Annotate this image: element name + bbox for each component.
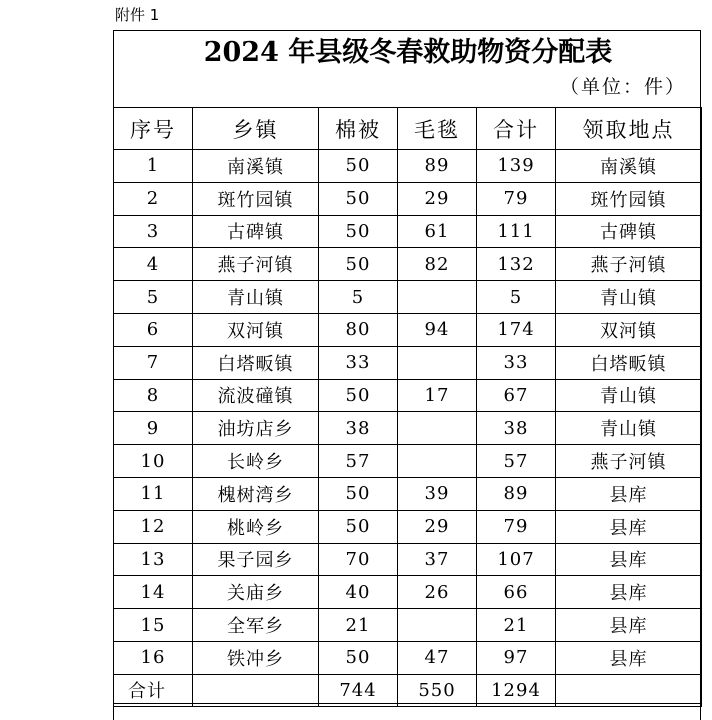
- row-quilt-count: 70: [319, 543, 398, 576]
- row-total: 132: [477, 248, 556, 281]
- row-blanket-count: 82: [398, 248, 477, 281]
- row-total: 107: [477, 543, 556, 576]
- row-serial-number: 3: [114, 215, 193, 248]
- row-serial-number: 14: [114, 576, 193, 609]
- row-town: 燕子河镇: [193, 248, 319, 281]
- attachment-label: 附件 1: [115, 6, 160, 24]
- table-row: [114, 641, 702, 674]
- row-pickup-location: 县库: [556, 477, 702, 510]
- row-quilt-count: 33: [319, 346, 398, 379]
- row-town: 铁冲乡: [193, 641, 319, 674]
- row-total: 57: [477, 445, 556, 478]
- row-town: 南溪镇: [193, 150, 319, 183]
- row-blanket-count: 26: [398, 576, 477, 609]
- row-total: 111: [477, 215, 556, 248]
- table-row: [114, 609, 702, 642]
- row-pickup-location: 青山镇: [556, 281, 702, 314]
- row-blanket-count: 47: [398, 641, 477, 674]
- row-town: 全军乡: [193, 609, 319, 642]
- row-blanket-count: 94: [398, 313, 477, 346]
- row-serial-number: 7: [114, 346, 193, 379]
- totals-blanket: 550: [398, 674, 477, 706]
- totals-quilt: 744: [319, 674, 398, 706]
- row-pickup-location: 县库: [556, 609, 702, 642]
- row-town: 双河镇: [193, 313, 319, 346]
- allocation-table: [113, 107, 702, 707]
- table-row: [114, 150, 702, 183]
- unit-note: （单位：件）: [559, 76, 686, 98]
- row-serial-number: 16: [114, 641, 193, 674]
- table-bottom-border: [113, 703, 701, 704]
- row-pickup-location: 县库: [556, 543, 702, 576]
- row-quilt-count: 38: [319, 412, 398, 445]
- table-row: [114, 248, 702, 281]
- row-town: 槐树湾乡: [193, 477, 319, 510]
- header-blanket: 毛毯: [398, 108, 477, 150]
- row-town: 油坊店乡: [193, 412, 319, 445]
- row-quilt-count: 50: [319, 379, 398, 412]
- table-row: [114, 281, 702, 314]
- header-serial-number: 序号: [114, 108, 193, 150]
- header-total: 合计: [477, 108, 556, 150]
- table-row: [114, 182, 702, 215]
- row-quilt-count: 50: [319, 150, 398, 183]
- row-town: 青山镇: [193, 281, 319, 314]
- row-serial-number: 11: [114, 477, 193, 510]
- row-town: 斑竹园镇: [193, 182, 319, 215]
- totals-row: [114, 674, 702, 706]
- table-row: [114, 510, 702, 543]
- row-serial-number: 15: [114, 609, 193, 642]
- row-town: 长岭乡: [193, 445, 319, 478]
- table-body: [114, 150, 702, 675]
- totals-town: [193, 674, 319, 706]
- row-serial-number: 6: [114, 313, 193, 346]
- row-pickup-location: 斑竹园镇: [556, 182, 702, 215]
- row-total: 67: [477, 379, 556, 412]
- row-pickup-location: 青山镇: [556, 379, 702, 412]
- row-blanket-count: 29: [398, 182, 477, 215]
- totals-total: 1294: [477, 674, 556, 706]
- row-blanket-count: 29: [398, 510, 477, 543]
- table-row: [114, 412, 702, 445]
- row-quilt-count: 50: [319, 510, 398, 543]
- row-pickup-location: 燕子河镇: [556, 445, 702, 478]
- row-pickup-location: 青山镇: [556, 412, 702, 445]
- row-serial-number: 12: [114, 510, 193, 543]
- row-quilt-count: 50: [319, 215, 398, 248]
- row-quilt-count: 5: [319, 281, 398, 314]
- row-pickup-location: 县库: [556, 510, 702, 543]
- row-quilt-count: 40: [319, 576, 398, 609]
- header-pickup-location: 领取地点: [556, 108, 702, 150]
- row-total: 174: [477, 313, 556, 346]
- row-serial-number: 13: [114, 543, 193, 576]
- header-row: [114, 108, 702, 150]
- row-town: 白塔畈镇: [193, 346, 319, 379]
- row-total: 89: [477, 477, 556, 510]
- row-serial-number: 2: [114, 182, 193, 215]
- row-blanket-count: 17: [398, 379, 477, 412]
- row-pickup-location: 双河镇: [556, 313, 702, 346]
- row-total: 79: [477, 510, 556, 543]
- row-town: 古碑镇: [193, 215, 319, 248]
- row-total: 21: [477, 609, 556, 642]
- row-serial-number: 1: [114, 150, 193, 183]
- row-quilt-count: 50: [319, 248, 398, 281]
- row-quilt-count: 80: [319, 313, 398, 346]
- row-total: 5: [477, 281, 556, 314]
- row-total: 139: [477, 150, 556, 183]
- row-pickup-location: 古碑镇: [556, 215, 702, 248]
- row-serial-number: 4: [114, 248, 193, 281]
- row-total: 79: [477, 182, 556, 215]
- row-serial-number: 5: [114, 281, 193, 314]
- row-town: 流波䃥镇: [193, 379, 319, 412]
- row-blanket-count: [398, 445, 477, 478]
- table-row: [114, 477, 702, 510]
- row-town: 桃岭乡: [193, 510, 319, 543]
- row-blanket-count: [398, 346, 477, 379]
- row-blanket-count: 61: [398, 215, 477, 248]
- table-row: [114, 543, 702, 576]
- row-pickup-location: 县库: [556, 576, 702, 609]
- table-row: [114, 576, 702, 609]
- row-total: 33: [477, 346, 556, 379]
- row-pickup-location: 县库: [556, 641, 702, 674]
- row-blanket-count: 89: [398, 150, 477, 183]
- row-blanket-count: [398, 412, 477, 445]
- row-blanket-count: 37: [398, 543, 477, 576]
- row-serial-number: 8: [114, 379, 193, 412]
- table-row: [114, 445, 702, 478]
- row-town: 果子园乡: [193, 543, 319, 576]
- row-quilt-count: 50: [319, 477, 398, 510]
- row-total: 38: [477, 412, 556, 445]
- row-pickup-location: 燕子河镇: [556, 248, 702, 281]
- row-total: 66: [477, 576, 556, 609]
- row-serial-number: 10: [114, 445, 193, 478]
- table-row: [114, 346, 702, 379]
- row-quilt-count: 50: [319, 641, 398, 674]
- table-title: 2024 年县级冬春救助物资分配表: [203, 37, 613, 68]
- row-blanket-count: [398, 609, 477, 642]
- row-total: 97: [477, 641, 556, 674]
- totals-label: 合计: [114, 674, 193, 706]
- table-row: [114, 379, 702, 412]
- row-town: 关庙乡: [193, 576, 319, 609]
- row-serial-number: 9: [114, 412, 193, 445]
- header-town: 乡镇: [193, 108, 319, 150]
- totals-pickup: [556, 674, 702, 706]
- row-quilt-count: 50: [319, 182, 398, 215]
- row-pickup-location: 南溪镇: [556, 150, 702, 183]
- row-quilt-count: 21: [319, 609, 398, 642]
- header-quilt: 棉被: [319, 108, 398, 150]
- row-pickup-location: 白塔畈镇: [556, 346, 702, 379]
- row-quilt-count: 57: [319, 445, 398, 478]
- row-blanket-count: 39: [398, 477, 477, 510]
- table-row: [114, 215, 702, 248]
- table-row: [114, 313, 702, 346]
- allocation-sheet: [113, 30, 701, 720]
- row-blanket-count: [398, 281, 477, 314]
